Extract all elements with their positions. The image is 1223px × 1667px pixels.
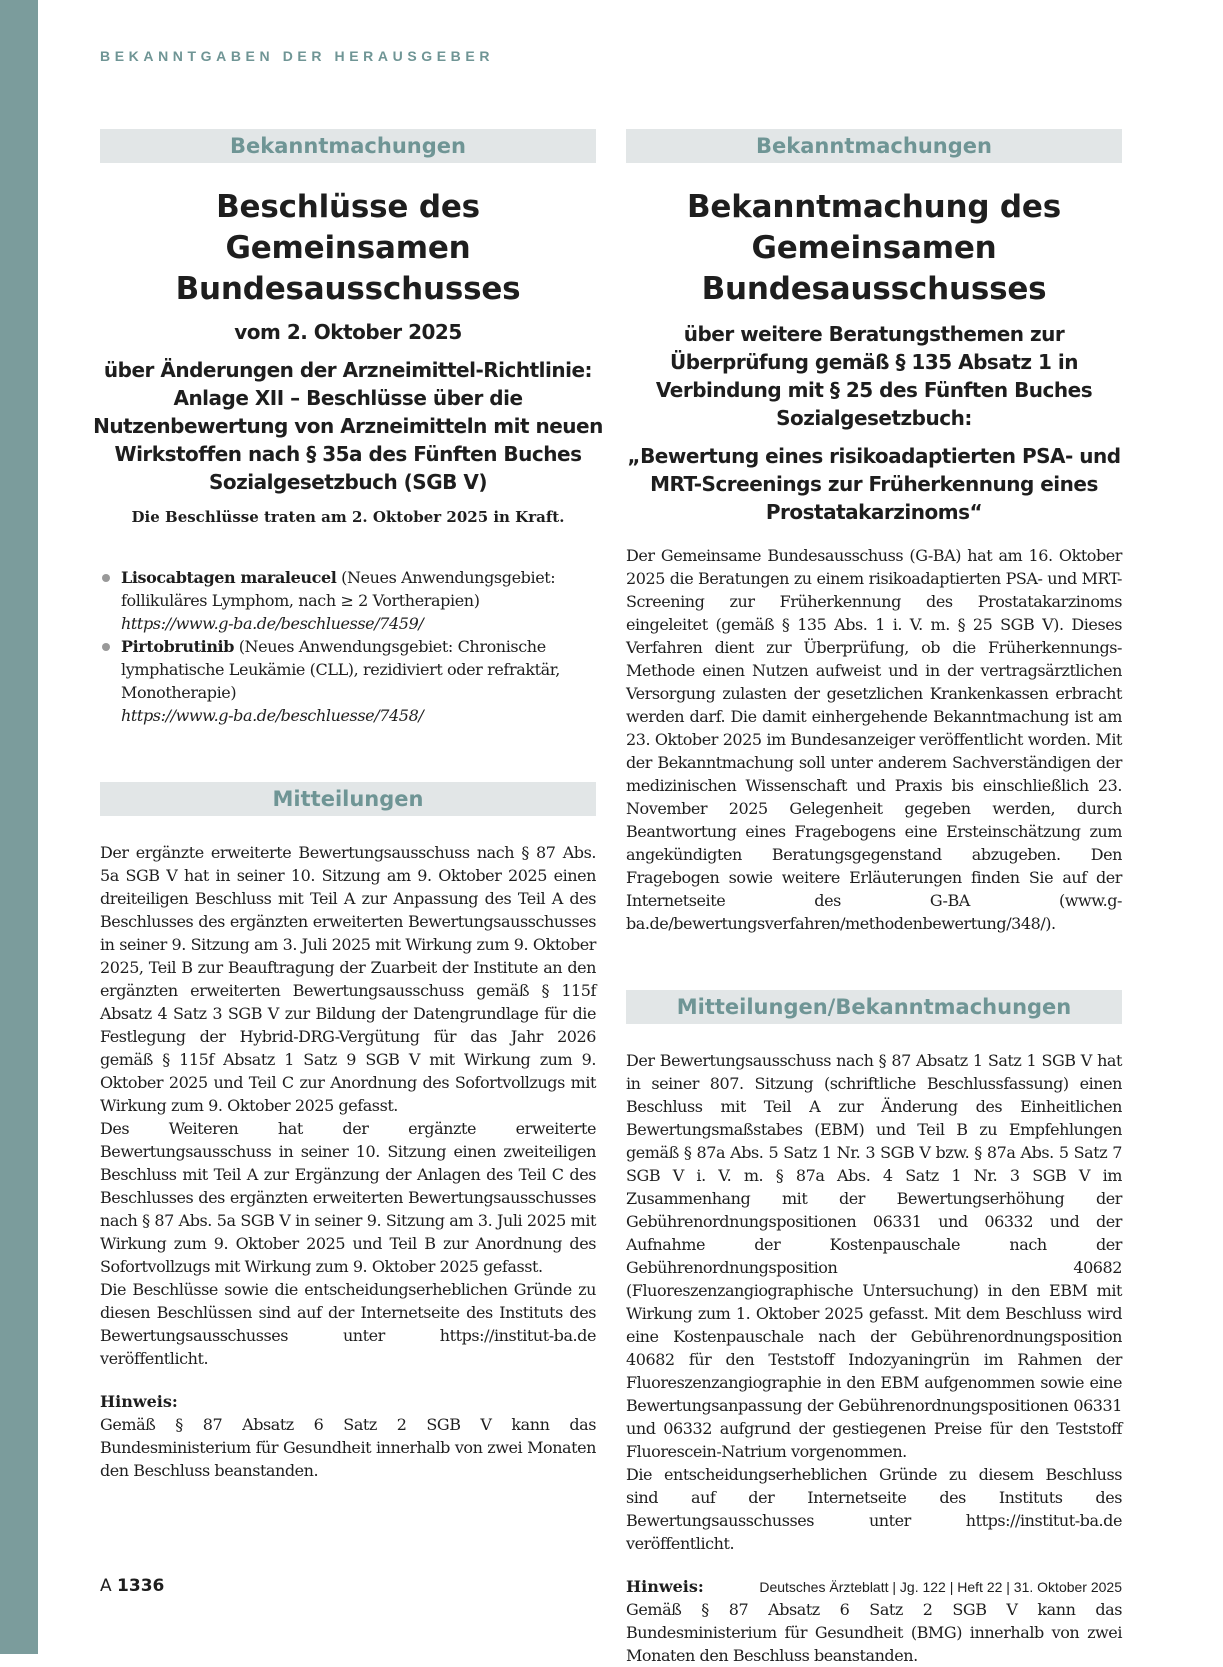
article-topic: über Änderungen der Arzneimittel-Richtlinie: Anlage XII – Beschlüsse über die Nutzenbewertung von Arzneimitteln mit neuen Wirkstoffen nach § 35a des Fünften Buches Sozialgesetzbuch (SGB V) xyxy=(93,358,603,494)
article-quote: „Bewertung eines risikoadaptierten PSA- und MRT-Screenings zur Früherkennung eines Prostatakarzinoms“ xyxy=(627,444,1121,524)
body-paragraph: Der ergänzte erweiterte Bewertungsausschuss nach § 87 Abs. 5a SGB V hat in seiner 10. Sitzung am 9. Oktober 2025 einen dreiteiligen Beschluss mit Teil A zur Anpassung des Teil A des Beschlusses des ergänzten erweiterten Bewertungsausschusses in seiner 9. Sitzung am 3. Juli 2025 mit Wirkung zum 9. Oktober 2025, Teil B zur Beauftragung der Zuarbeit der Institute an den ergänzten erweiterten Bewertungsausschuss gemäß § 115f Absatz 4 Satz 3 SGB V zur Bildung der Datengrundlage für die Festlegung der Hybrid-DRG-Vergütung für das Jahr 2026 gemäß § 115f Absatz 1 Satz 9 SGB V mit Wirkung zum 9. Oktober 2025 und Teil C zur Anordnung des Sofortvollzugs mit Wirkung zum 9. Oktober 2025 gefasst. xyxy=(100,843,596,1115)
list-item xyxy=(100,635,596,727)
hint-text: Gemäß § 87 Absatz 6 Satz 2 SGB V kann das Bundesministerium für Gesundheit (BMG) innerhalb von zwei Monaten den Beschluss beanstanden. xyxy=(626,1600,1122,1665)
right-column xyxy=(626,129,1122,1667)
section-heading: Mitteilungen xyxy=(100,782,596,816)
body-paragraph: Der Bewertungsausschuss nach § 87 Absatz 1 Satz 1 SGB V hat in seiner 807. Sitzung (schriftliche Beschlussfassung) einen Beschluss mit Teil A zur Änderung des Einheitlichen Bewertungsmaßstabes (EBM) und Teil B zu Empfehlungen gemäß § 87a Abs. 5 Satz 1 Nr. 3 SGB V bzw. § 87a Abs. 5 Satz 7 SGB V i. V. m. § 87a Abs. 4 Satz 1 Nr. 3 SGB V im Zusammenhang mit der Bewertungserhöhung der Gebührenordnungspositionen 06331 und 06332 und der Aufnahme der Kostenpauschale nach der Gebührenordnungsposition 40682 (Fluoreszenzangiographische Untersuchung) in den EBM mit Wirkung zum 1. Oktober 2025 gefasst. Mit dem Beschluss wird eine Kostenpauschale nach der Gebührenordnungsposition 40682 für den Teststoff Indozyaningrün im Rahmen der Fluoreszenzangiographie in den EBM aufgenommen sowie eine Bewertungsanpassung der Gebührenordnungspositionen 06331 und 06332 aufgrund der gestiegenen Preise für den Teststoff Fluorescein-Natrium vorgenommen. xyxy=(626,1051,1122,1461)
decision-link[interactable]: https://www.g-ba.de/beschluesse/7458/ xyxy=(121,706,424,725)
bullet-icon xyxy=(102,574,110,582)
drug-description: (Neues Anwendungsgebiet: Chronische lymphatische Leukämie (CLL), rezidiviert oder refraktär, Monotherapie) xyxy=(121,637,560,702)
running-head: BEKANNTGABEN DER HERAUSGEBER xyxy=(100,48,495,64)
body-paragraph: Der Gemeinsame Bundesausschuss (G-BA) hat am 16. Oktober 2025 die Beratungen zu einem risikoadaptierten PSA- und MRT-Screening zur Früherkennung des Prostatakarzinoms eingeleitet (gemäß § 135 Abs. 1 i. V. m. § 25 SGB V). Dieses Verfahren dient zur Überprüfung, ob die Früherkennungs-Methode einen Nutzen aufweist und in der vertragsärztlichen Versorgung zulasten der gesetzlichen Krankenkassen erbracht werden darf. Die damit einhergehende Bekanntmachung ist am 23. Oktober 2025 im Bundesanzeiger veröffentlicht worden. Mit der Bekanntmachung soll unter anderem Sachverständigen der medizinischen Wissenschaft und Praxis bis einschließlich 23. November 2025 Gelegenheit gegeben werden, durch Beantwortung eines Fragebogens eine Ersteinschätzung zum angekündigten Beratungsgegenstand abzugeben. Den Fragebogen sowie weitere Erläuterungen finden Sie auf der Internetseite des G-BA (www.g-ba.de/bewertungsverfahren/methodenbewertung/348/). xyxy=(626,546,1122,933)
hint-label: Hinweis: xyxy=(626,1577,704,1596)
page-number-value: 1336 xyxy=(117,1576,165,1596)
section-heading: Bekanntmachungen xyxy=(626,129,1122,163)
journal-info: Deutsches Ärzteblatt | Jg. 122 | Heft 22 | 31. Oktober 2025 xyxy=(759,1579,1122,1595)
drug-description: (Neues Anwendungsgebiet: follikuläres Lymphom, nach ≥ 2 Vortherapien) xyxy=(121,568,556,610)
article-topic: über weitere Beratungsthemen zur Überprüfung gemäß § 135 Absatz 1 in Verbindung mit § 25 des Fünften Buches Sozialgesetzbuch: xyxy=(655,322,1093,430)
article-headline: Beschlüsse des Gemeinsamen Bundesausschusses xyxy=(175,189,521,307)
body-paragraph: Die entscheidungserheblichen Gründe zu diesem Beschluss sind auf der Internetseite des Instituts des Bewertungsausschusses unter https://institut-ba.de veröffentlicht. xyxy=(626,1465,1122,1553)
decision-link[interactable]: https://www.g-ba.de/beschluesse/7459/ xyxy=(121,614,424,633)
body-paragraph: Die Beschlüsse sowie die entscheidungserheblichen Gründe zu diesen Beschlüssen sind auf der Internetseite des Instituts des Bewertungsausschusses unter https://institut-ba.de veröffentlicht. xyxy=(100,1280,596,1368)
article-headline: Bekanntmachung des Gemeinsamen Bundesausschusses xyxy=(686,189,1061,307)
body-paragraph: Des Weiteren hat der ergänzte erweiterte Bewertungsausschuss in seiner 10. Sitzung einen zweiteiligen Beschluss mit Teil A zur Ergänzung der Anlagen des Teil C des Beschlusses des ergänzten erweiterten Bewertungsausschusses nach § 87 Abs. 5a SGB V in seiner 9. Sitzung am 3. Juli 2025 mit Wirkung zum 9. Oktober 2025 und Teil B zur Anordnung des Sofortvollzugs mit Wirkung zum 9. Oktober 2025 gefasst. xyxy=(100,1119,596,1276)
left-column xyxy=(93,129,603,1482)
side-color-band xyxy=(0,0,38,1654)
article-date: vom 2. Oktober 2025 xyxy=(234,320,462,344)
decision-list xyxy=(100,566,596,727)
hint-text: Gemäß § 87 Absatz 6 Satz 2 SGB V kann das Bundesministerium für Gesundheit innerhalb von zwei Monaten den Beschluss beanstanden. xyxy=(100,1415,596,1480)
page-number xyxy=(100,1576,164,1596)
hint-label: Hinweis: xyxy=(100,1392,178,1411)
bullet-icon xyxy=(102,643,110,651)
in-force-note: Die Beschlüsse traten am 2. Oktober 2025 in Kraft. xyxy=(131,508,565,526)
section-heading: Bekanntmachungen xyxy=(100,129,596,163)
section-heading: Mitteilungen/Bekanntmachungen xyxy=(626,990,1122,1024)
drug-name: Pirtobrutinib xyxy=(121,637,235,656)
list-item xyxy=(100,566,596,635)
page-prefix: A xyxy=(100,1576,112,1596)
drug-name: Lisocabtagen maraleucel xyxy=(121,568,337,587)
